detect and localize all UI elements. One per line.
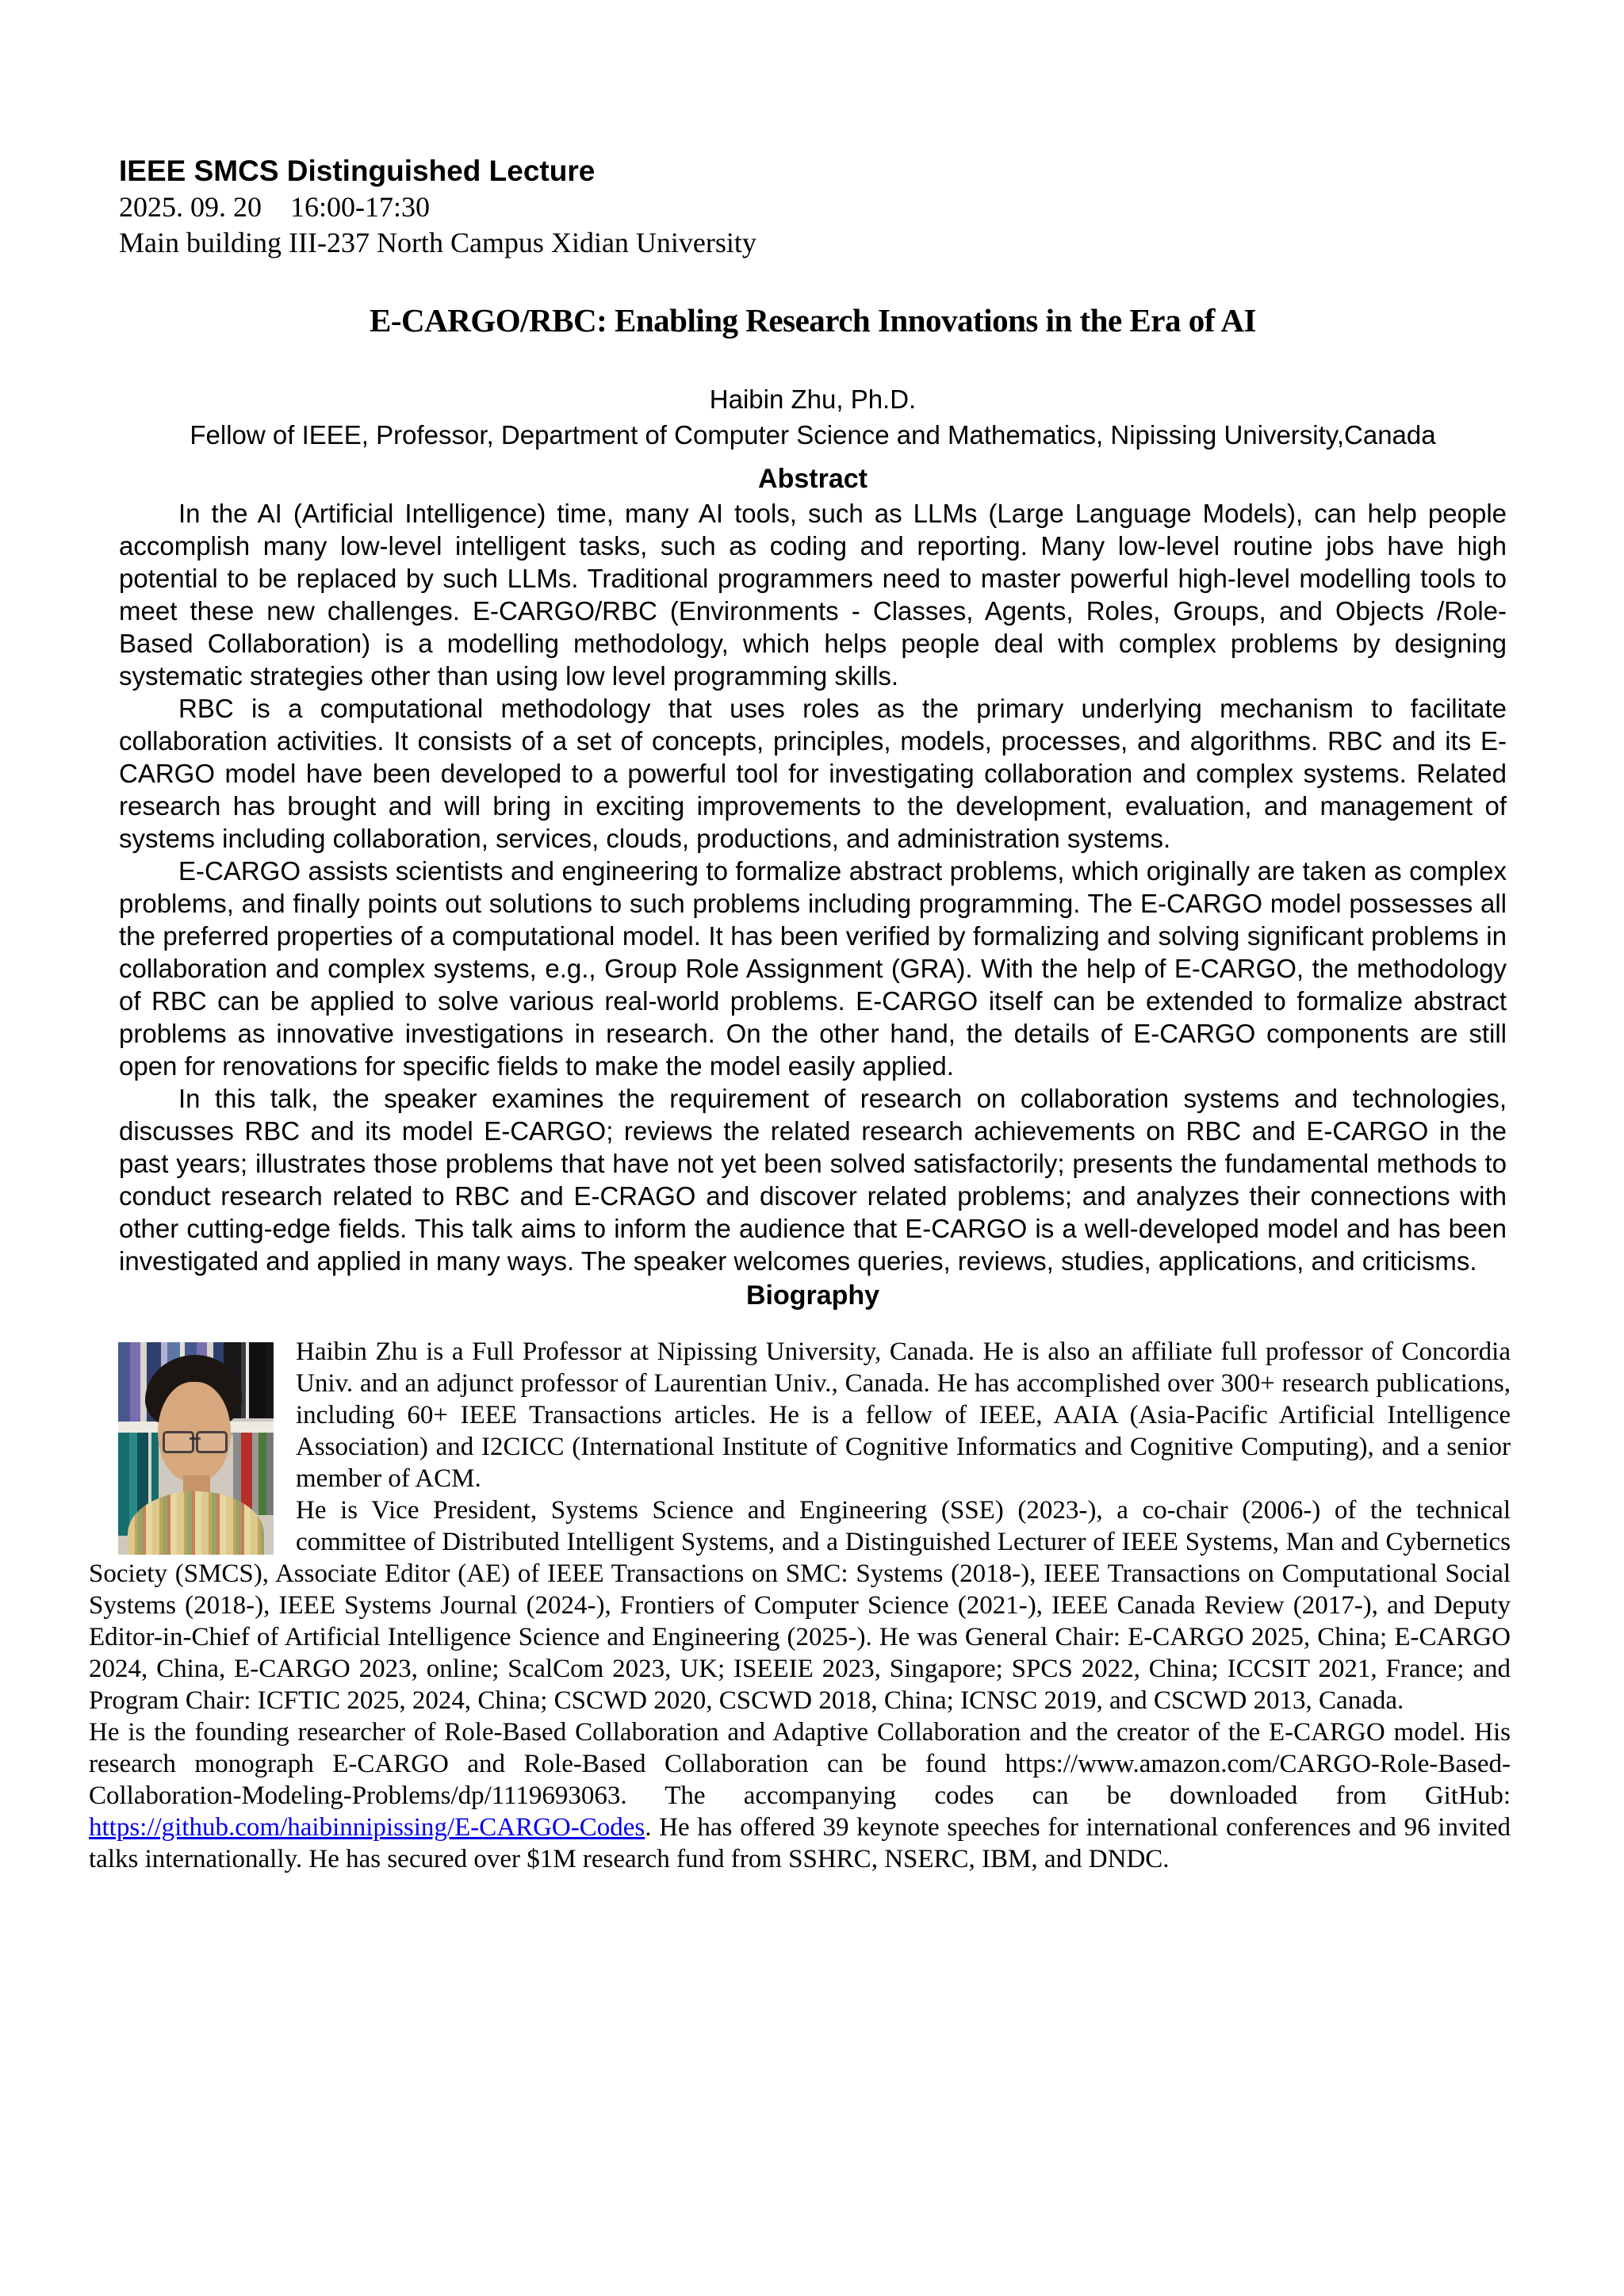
lecture-datetime: 2025. 09. 20 16:00-17:30 [119, 191, 430, 223]
abstract-paragraph-4: In this talk, the speaker examines the requirement of research on collaboration systems and technologies, discusses RBC and its model E-CARGO; reviews the related research achievements on RBC and E-CARGO in the past years; illustrates those problems that have not yet been solved satisfactorily; presents the fundamental methods to conduct research related to RBC and E-CRAGO and discover related problems; and analyzes their connections with other cutting-edge fields. This talk aims to inform the audience that E-CARGO is a well-developed model and has been investigated and applied in many ways. The speaker welcomes queries, reviews, studies, applications, and criticisms. [119, 1084, 1507, 1276]
speaker-photo [118, 1342, 274, 1555]
speaker-block [119, 381, 1507, 453]
github-link[interactable]: https://github.com/haibinnipissing/E-CARGO-Codes [89, 1813, 645, 1842]
lecture-header [119, 153, 1507, 261]
speaker-affiliation: Fellow of IEEE, Professor, Department of Computer Science and Mathematics, Nipissing University,Canada [190, 420, 1436, 450]
bio-paragraph-3-text-mid: . The accompanying codes can be downloaded from GitHub: [620, 1781, 1511, 1810]
abstract-heading: Abstract [758, 464, 868, 494]
abstract-paragraph-3: E-CARGO assists scientists and engineering to formalize abstract problems, which originally are taken as complex problems, and finally points out solutions to such problems including programming. The E-CARGO model possesses all the preferred properties of a computational model. It has been verified by formalizing and solving significant problems in collaboration and complex systems, e.g., Group Role Assignment (GRA). With the help of E-CARGO, the methodology of RBC can be applied to solve various real-world problems. E-CARGO itself can be extended to formalize abstract problems as innovative investigations in research. On the other hand, the details of E-CARGO components are still open for renovations for specific fields to make the model easily applied. [119, 856, 1507, 1081]
bio-paragraph-3-text-start: He is the founding researcher of Role-Based Collaboration and Adaptive Collaboration and the creator of the E-CARGO model. His research monograph E-CARGO and Role-Based Collaboration can be found [89, 1718, 1511, 1778]
biography-heading: Biography [745, 1280, 880, 1311]
bio-paragraph-2: He is Vice President, Systems Science and Engineering (SSE) (2023-), a co-chair (2006-) of the technical committee of Distributed Intelligent Systems, and a Distinguished Lecturer of IEEE Systems, Man and Cybernetics Society (SMCS), Associate Editor (AE) of IEEE Transactions on SMC: Systems (2018-), IEEE Transactions on Computational Social Systems (2018-), IEEE Systems Journal (2024-), Frontiers of Computer Science (2021-), IEEE Canada Review (2017-), and Deputy Editor-in-Chief of Artificial Intelligence Science and Engineering (2025-). He was General Chair: E-CARGO 2025, China; E-CARGO 2024, China, E-CARGO 2023, online; ScalCom 2023, UK; ISEEIE 2023, Singapore; SPCS 2022, China; ICCSIT 2021, France; and Program Chair: ICFTIC 2025, 2024, China; CSCWD 2020, CSCWD 2018, China; ICNSC 2019, and CSCWD 2013, Canada. [89, 1496, 1511, 1715]
amazon-url-text: https://www.amazon.com/CARGO-Role-Based-Collaboration-Modeling-Problems/dp/1119693063 [89, 1750, 1511, 1810]
talk-title: E-CARGO/RBC: Enabling Research Innovations in the Era of AI [370, 302, 1256, 339]
biography-section [89, 1336, 1511, 1875]
glasses-lens-right [196, 1431, 228, 1453]
lecture-location: Main building III-237 North Campus Xidian University [119, 227, 756, 258]
lecture-series-title: IEEE SMCS Distinguished Lecture [119, 155, 596, 187]
bio-paragraph-3 [89, 1716, 1511, 1875]
bio-paragraph-1: Haibin Zhu is a Full Professor at Nipissing University, Canada. He is also an affiliate full professor of Concordia Univ. and an adjunct professor of Laurentian Univ., Canada. He has accomplished over 300+ research publications, including 60+ IEEE Transactions articles. He is a fellow of IEEE, AAIA (Asia-Pacific Artificial Intelligence Association) and I2CICC (International Institute of Cognitive Informatics and Cognitive Computing), and a senior member of ACM. [296, 1337, 1511, 1493]
glasses-lens-left [163, 1431, 194, 1453]
speaker-name: Haibin Zhu, Ph.D. [709, 385, 917, 414]
abstract-paragraph-2: RBC is a computational methodology that uses roles as the primary underlying mechanism to facilitate collaboration activities. It consists of a set of concepts, principles, models, processes, and algorithms. RBC and its E-CARGO model have been developed to a powerful tool for investigating collaboration and complex systems. Related research has brought and will bring in exciting improvements to the development, evaluation, and management of systems including collaboration, services, clouds, productions, and administration systems. [119, 694, 1507, 853]
abstract-paragraph-1: In the AI (Artificial Intelligence) time, many AI tools, such as LLMs (Large Language Models), can help people accomplish many low-level intelligent tasks, such as coding and reporting. Many low-level routine jobs have high potential to be replaced by such LLMs. Traditional programmers need to master powerful high-level modelling tools to meet these new challenges. E-CARGO/RBC (Environments - Classes, Agents, Roles, Groups, and Objects /Role-Based Collaboration) is a modelling methodology, which helps people deal with complex problems by designing systematic strategies other than using low level programming skills. [119, 499, 1507, 691]
abstract-section [119, 497, 1507, 1277]
photo-glasses [163, 1431, 228, 1450]
bio-paragraph-3-text-end: . He has offered 39 keynote speeches for international conferences and 96 invited talks internationally. He has secured over $1M research fund from SSHRC, NSERC, IBM, and DNDC. [89, 1813, 1511, 1873]
